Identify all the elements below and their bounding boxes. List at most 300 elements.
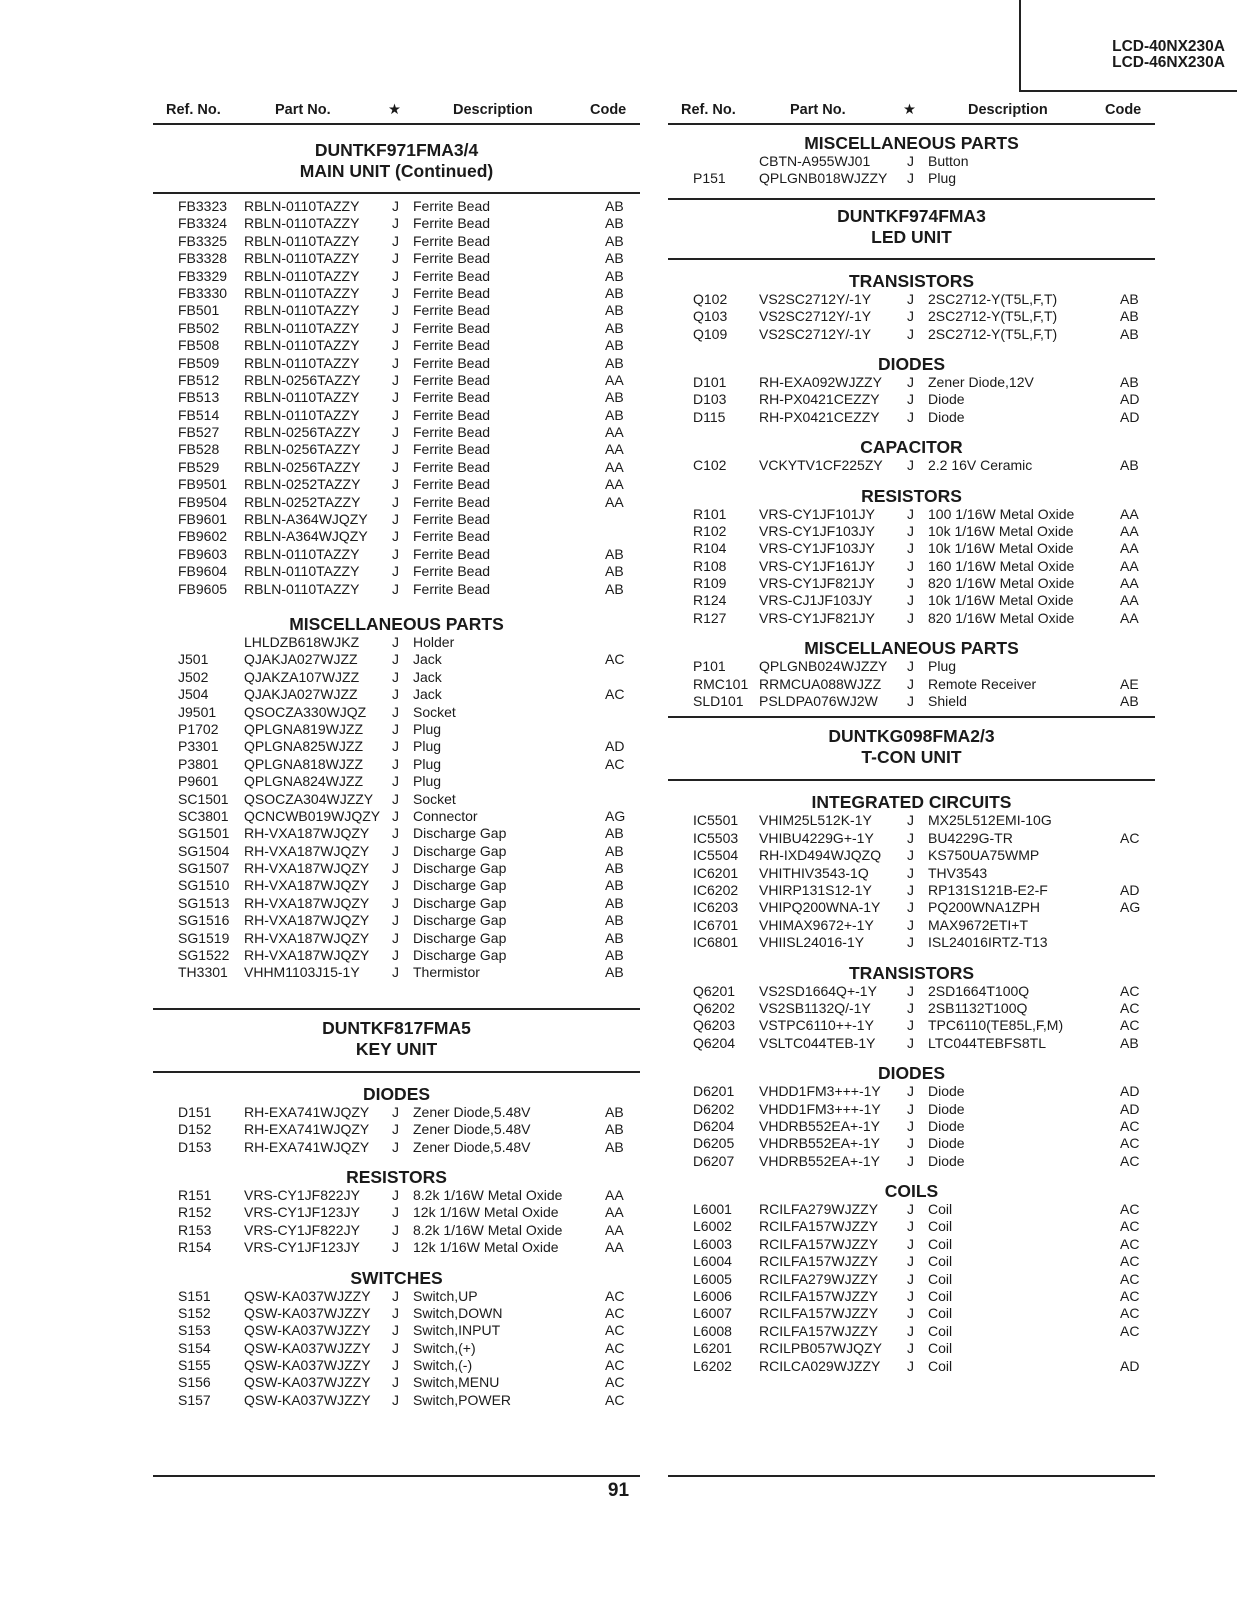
- part-row: [668, 592, 1155, 609]
- description: Discharge Gap: [413, 860, 507, 877]
- part-no: RRMCUA088WJZZ: [759, 675, 882, 692]
- ref-no: FB3328: [178, 250, 228, 267]
- ref-no: Q6203: [693, 1017, 736, 1034]
- part-row: [153, 511, 640, 528]
- ref-no: S152: [178, 1304, 211, 1321]
- part-row: [153, 651, 640, 668]
- code: AA: [605, 1204, 624, 1221]
- parts-list: [668, 291, 1155, 343]
- part-row: [153, 337, 640, 354]
- header-part: Part No.: [790, 102, 846, 118]
- code: AC: [1120, 1305, 1140, 1322]
- description: Discharge Gap: [413, 929, 507, 946]
- rank: J: [907, 1322, 914, 1339]
- description: Ferrite Bead: [413, 232, 491, 249]
- footer-rule-right: [668, 1475, 1155, 1477]
- code: AA: [605, 424, 624, 441]
- part-row: [668, 1017, 1155, 1034]
- part-row: [153, 843, 640, 860]
- rank: J: [392, 319, 399, 336]
- ref-no: S153: [178, 1322, 211, 1339]
- ref-no: D6204: [693, 1117, 735, 1134]
- description: Ferrite Bead: [413, 424, 491, 441]
- part-row: [153, 546, 640, 563]
- ref-no: FB9504: [178, 493, 228, 510]
- part-row: [668, 558, 1155, 575]
- rank: J: [392, 912, 399, 929]
- part-row: [668, 847, 1155, 864]
- ref-no: L6006: [693, 1288, 732, 1305]
- part-no: RCILFA157WJZZY: [759, 1235, 879, 1252]
- rank: J: [392, 302, 399, 319]
- description: TPC6110(TE85L,F,M): [928, 1017, 1064, 1034]
- part-no: RBLN-0252TAZZY: [244, 476, 361, 493]
- description: Zener Diode,5.48V: [413, 1121, 531, 1138]
- rank: J: [392, 493, 399, 510]
- main-unit-parts-list: [153, 198, 640, 598]
- rank: J: [907, 290, 914, 307]
- description: 2SC2712-Y(T5L,F,T): [928, 308, 1058, 325]
- description: RP131S121B-E2-F: [928, 881, 1048, 898]
- part-row: [153, 215, 640, 232]
- unit-name: LED UNIT: [871, 226, 952, 247]
- part-no: QPLGNA819WJZZ: [244, 720, 364, 737]
- part-row: [153, 424, 640, 441]
- part-no: RH-VXA187WJQZY: [244, 877, 370, 894]
- part-row: [153, 930, 640, 947]
- ref-no: R104: [693, 540, 727, 557]
- parts-list: [668, 506, 1155, 628]
- description: Discharge Gap: [413, 947, 507, 964]
- part-no: VRS-CY1JF161JY: [759, 557, 875, 574]
- part-no: RBLN-A364WJQZY: [244, 511, 368, 528]
- part-no: VS2SC2712Y/-1Y: [759, 290, 872, 307]
- rank: J: [907, 592, 914, 609]
- rank: J: [392, 1221, 399, 1238]
- description: Ferrite Bead: [413, 441, 491, 458]
- code: AB: [605, 947, 624, 964]
- rank: J: [907, 505, 914, 522]
- ref-no: D103: [693, 391, 727, 408]
- part-no: QSW-KA037WJZZY: [244, 1339, 371, 1356]
- description: Diode: [928, 391, 965, 408]
- description: 12k 1/16W Metal Oxide: [413, 1239, 559, 1256]
- ref-no: FB3329: [178, 267, 228, 284]
- ref-no: SG1501: [178, 825, 230, 842]
- description: Coil: [928, 1288, 953, 1305]
- ref-no: P151: [693, 170, 726, 187]
- ref-no: D151: [178, 1103, 212, 1120]
- ref-no: D115: [693, 408, 726, 425]
- part-row: [153, 1204, 640, 1221]
- code: AC: [1120, 1218, 1140, 1235]
- rank: J: [907, 982, 914, 999]
- ref-no: L6202: [693, 1357, 732, 1374]
- ref-no: SG1510: [178, 877, 230, 894]
- part-no: VRS-CY1JF123JY: [244, 1239, 360, 1256]
- code: AA: [605, 441, 624, 458]
- ref-no: IC6201: [693, 864, 739, 881]
- part-no: QSOCZA304WJZZY: [244, 790, 374, 807]
- rank: J: [907, 373, 914, 390]
- ref-no: SG1504: [178, 842, 230, 859]
- ref-no: R154: [178, 1239, 212, 1256]
- rank: J: [907, 999, 914, 1016]
- ref-no: SLD101: [693, 693, 744, 710]
- rank: J: [392, 1204, 399, 1221]
- tcon-unit-title-block: [668, 718, 1155, 781]
- description: Diode: [928, 1135, 965, 1152]
- rank: J: [907, 1201, 914, 1218]
- description: Coil: [928, 1270, 953, 1287]
- description: Switch,(-): [413, 1357, 473, 1374]
- code: AC: [1120, 999, 1140, 1016]
- part-row: [153, 581, 640, 598]
- part-row: [668, 1218, 1155, 1235]
- rank: J: [907, 557, 914, 574]
- part-row: [153, 860, 640, 877]
- description: Ferrite Bead: [413, 511, 491, 528]
- part-no: RBLN-0256TAZZY: [244, 371, 361, 388]
- part-no: RBLN-0110TAZZY: [244, 232, 360, 249]
- part-row: [668, 882, 1155, 899]
- rank: J: [392, 284, 399, 301]
- part-row: [153, 947, 640, 964]
- part-no: RBLN-0110TAZZY: [244, 267, 360, 284]
- ref-no: Q6204: [693, 1034, 736, 1051]
- code: AC: [1120, 1201, 1140, 1218]
- ref-no: FB512: [178, 371, 220, 388]
- part-no: QJAKZA107WJZZ: [244, 668, 360, 685]
- code: AD: [605, 738, 625, 755]
- ref-no: FB3324: [178, 215, 228, 232]
- part-row: [153, 494, 640, 511]
- description: Zener Diode,5.48V: [413, 1103, 531, 1120]
- ref-no: FB508: [178, 337, 220, 354]
- rank: J: [907, 1218, 914, 1235]
- code: AB: [1120, 373, 1139, 390]
- code: AA: [1120, 557, 1139, 574]
- code: AA: [1120, 609, 1139, 626]
- ref-no: IC6801: [693, 934, 739, 951]
- rank: J: [392, 860, 399, 877]
- rank: J: [907, 1340, 914, 1357]
- section-title: CAPACITOR: [860, 437, 963, 458]
- part-row: [668, 1101, 1155, 1118]
- code: AD: [1120, 391, 1140, 408]
- rank: J: [392, 232, 399, 249]
- code: AD: [1120, 881, 1140, 898]
- part-row: [668, 1201, 1155, 1218]
- rank: J: [392, 773, 399, 790]
- code: AA: [1120, 522, 1139, 539]
- code: AA: [1120, 540, 1139, 557]
- code: AB: [605, 563, 624, 580]
- ref-no: L6003: [693, 1235, 732, 1252]
- code: AB: [605, 894, 624, 911]
- rank: J: [392, 929, 399, 946]
- code: AC: [605, 1304, 625, 1321]
- unit-code: DUNTKF974FMA3: [837, 205, 986, 226]
- ref-no: R151: [178, 1186, 212, 1203]
- part-row: [668, 658, 1155, 675]
- part-no: VRS-CY1JF103JY: [759, 522, 875, 539]
- part-row: [668, 540, 1155, 557]
- ref-no: IC6203: [693, 899, 739, 916]
- ref-no: FB501: [178, 302, 220, 319]
- ref-no: D6207: [693, 1152, 735, 1169]
- part-row: [153, 912, 640, 929]
- part-row: [153, 407, 640, 424]
- part-no: VHDD1FM3+++-1Y: [759, 1100, 881, 1117]
- unit-name: KEY UNIT: [355, 1038, 438, 1059]
- part-no: VRS-CY1JF123JY: [244, 1204, 360, 1221]
- part-no: RBLN-0110TAZZY: [244, 337, 360, 354]
- part-no: RH-VXA187WJQZY: [244, 842, 370, 859]
- part-row: [153, 459, 640, 476]
- ref-no: IC6202: [693, 881, 739, 898]
- rank: J: [392, 651, 399, 668]
- part-no: RBLN-0110TAZZY: [244, 354, 360, 371]
- code: AC: [605, 1374, 625, 1391]
- rank: J: [907, 829, 914, 846]
- part-no: QSW-KA037WJZZY: [244, 1391, 371, 1408]
- part-no: QPLGNA825WJZZ: [244, 738, 364, 755]
- part-no: RBLN-0110TAZZY: [244, 563, 360, 580]
- code: AA: [1120, 592, 1139, 609]
- ref-no: Q102: [693, 290, 728, 307]
- unit-code: DUNTKF971FMA3/4: [314, 140, 479, 160]
- part-no: RH-VXA187WJQZY: [244, 894, 370, 911]
- part-no: RBLN-0256TAZZY: [244, 441, 361, 458]
- part-no: QSOCZA330WJQZ: [244, 703, 367, 720]
- part-row: [153, 1288, 640, 1305]
- code: AB: [605, 877, 624, 894]
- part-no: RCILCA029WJZZY: [759, 1357, 881, 1374]
- part-row: [668, 506, 1155, 523]
- code: AA: [605, 458, 624, 475]
- description: 8.2k 1/16W Metal Oxide: [413, 1186, 563, 1203]
- ref-no: FB502: [178, 319, 220, 336]
- ref-no: D101: [693, 373, 727, 390]
- description: Plug: [928, 170, 957, 187]
- code: AC: [605, 1391, 625, 1408]
- section-title: RESISTORS: [346, 1166, 447, 1187]
- code: AC: [605, 1357, 625, 1374]
- description: 12k 1/16W Metal Oxide: [413, 1204, 559, 1221]
- part-row: [668, 1305, 1155, 1322]
- description: Coil: [928, 1357, 953, 1374]
- part-no: RBLN-0110TAZZY: [244, 319, 360, 336]
- code: AB: [605, 354, 624, 371]
- part-row: [153, 198, 640, 215]
- part-row: [668, 899, 1155, 916]
- part-no: VCKYTV1CF225ZY: [759, 457, 883, 474]
- part-row: [153, 1392, 640, 1409]
- part-no: PSLDPA076WJ2W: [759, 693, 878, 710]
- description: Ferrite Bead: [413, 337, 491, 354]
- part-no: RBLN-0110TAZZY: [244, 284, 360, 301]
- rank: J: [907, 675, 914, 692]
- part-no: VHDRB552EA+-1Y: [759, 1152, 881, 1169]
- description: 2.2 16V Ceramic: [928, 457, 1033, 474]
- ref-no: FB509: [178, 354, 220, 371]
- code: AB: [605, 284, 624, 301]
- description: Coil: [928, 1305, 953, 1322]
- part-row: [668, 1035, 1155, 1052]
- description: Ferrite Bead: [413, 215, 491, 232]
- ref-no: J502: [178, 668, 209, 685]
- ref-no: Q103: [693, 308, 728, 325]
- part-row: [153, 355, 640, 372]
- header-part: Part No.: [275, 102, 331, 118]
- part-row: [668, 1271, 1155, 1288]
- code: AB: [605, 267, 624, 284]
- code: AD: [1120, 408, 1140, 425]
- parts-list: [668, 457, 1155, 474]
- key-unit-sections: [153, 1085, 640, 1409]
- rank: J: [907, 1017, 914, 1034]
- parts-list: [153, 1187, 640, 1257]
- parts-list: [668, 658, 1155, 710]
- rank: J: [907, 847, 914, 864]
- part-no: VRS-CY1JF822JY: [244, 1186, 360, 1203]
- rank: J: [907, 1152, 914, 1169]
- rank: J: [907, 1270, 914, 1287]
- part-no: QSW-KA037WJZZY: [244, 1374, 371, 1391]
- parts-list: [668, 374, 1155, 426]
- part-row: [153, 1305, 640, 1322]
- rank: J: [392, 563, 399, 580]
- page-number: 91: [607, 1480, 630, 1501]
- code: AB: [605, 319, 624, 336]
- description: Switch,(+): [413, 1339, 476, 1356]
- rank: J: [392, 511, 399, 528]
- description: Diode: [928, 1117, 965, 1134]
- ref-no: L6007: [693, 1305, 732, 1322]
- header-code: Code: [1105, 102, 1142, 118]
- rank: J: [392, 458, 399, 475]
- part-row: [153, 669, 640, 686]
- ref-no: RMC101: [693, 675, 749, 692]
- code: AA: [1120, 575, 1139, 592]
- part-row: [668, 291, 1155, 308]
- code: AC: [1120, 1135, 1140, 1152]
- ref-no: SC3801: [178, 807, 229, 824]
- ref-no: D6201: [693, 1083, 735, 1100]
- rank: J: [907, 153, 914, 169]
- ref-no: J501: [178, 651, 209, 668]
- section-title: SWITCHES: [350, 1267, 443, 1288]
- description: Jack: [413, 651, 442, 668]
- ref-no: FB9501: [178, 476, 228, 493]
- description: Ferrite Bead: [413, 267, 491, 284]
- code: AA: [605, 371, 624, 388]
- part-no: VRS-CY1JF821JY: [759, 575, 875, 592]
- part-no: VRS-CY1JF821JY: [759, 609, 875, 626]
- parts-list: [668, 983, 1155, 1053]
- code: AC: [605, 1287, 625, 1304]
- part-row: [153, 791, 640, 808]
- part-row: [668, 575, 1155, 592]
- part-row: [153, 1139, 640, 1156]
- footer-rule-left: [153, 1475, 640, 1477]
- rank: J: [392, 1322, 399, 1339]
- part-row: [153, 634, 640, 651]
- part-no: VHHM1103J15-1Y: [244, 964, 360, 981]
- model-name-2: LCD-46NX230A: [1112, 54, 1225, 71]
- section-title: MISCELLANEOUS PARTS: [289, 613, 504, 634]
- code: AB: [605, 929, 624, 946]
- rank: J: [392, 738, 399, 755]
- header-description: Description: [453, 102, 533, 118]
- unit-name: T-CON UNIT: [861, 747, 962, 768]
- code: AB: [605, 337, 624, 354]
- description: Ferrite Bead: [413, 493, 491, 510]
- description: Plug: [413, 738, 442, 755]
- part-row: [668, 523, 1155, 540]
- ref-no: FB527: [178, 424, 220, 441]
- part-row: [153, 1222, 640, 1239]
- part-row: [153, 476, 640, 493]
- description: Socket: [413, 790, 456, 807]
- part-no: VHDRB552EA+-1Y: [759, 1117, 881, 1134]
- ref-no: L6001: [693, 1201, 732, 1218]
- ref-no: D6202: [693, 1100, 735, 1117]
- part-row: [153, 1340, 640, 1357]
- part-no: VS2SB1132Q/-1Y: [759, 999, 871, 1016]
- code: AB: [605, 842, 624, 859]
- description: 820 1/16W Metal Oxide: [928, 575, 1075, 592]
- ref-no: IC5503: [693, 829, 739, 846]
- rank: J: [392, 1138, 399, 1155]
- part-row: [153, 721, 640, 738]
- part-no: QSW-KA037WJZZY: [244, 1322, 371, 1339]
- ref-no: S155: [178, 1357, 211, 1374]
- rank: J: [907, 812, 914, 829]
- part-no: VHIMAX9672+-1Y: [759, 916, 874, 933]
- part-row: [153, 1357, 640, 1374]
- code: AB: [605, 860, 624, 877]
- part-no: RH-IXD494WJQZQ: [759, 847, 882, 864]
- ref-no: FB9604: [178, 563, 228, 580]
- part-no: QJAKJA027WJZZ: [244, 686, 358, 703]
- part-no: VHIM25L512K-1Y: [759, 812, 872, 829]
- rank: J: [392, 580, 399, 597]
- part-no: VHIPQ200WNA-1Y: [759, 899, 881, 916]
- ref-no: R127: [693, 609, 727, 626]
- description: Ferrite Bead: [413, 528, 491, 545]
- code: AB: [1120, 308, 1139, 325]
- code: AB: [605, 1121, 624, 1138]
- code: AA: [605, 1221, 624, 1238]
- rank: J: [392, 964, 399, 981]
- part-row: [153, 1239, 640, 1256]
- description: Coil: [928, 1253, 953, 1270]
- description: Coil: [928, 1340, 953, 1357]
- code: AB: [605, 198, 624, 214]
- header-description: Description: [968, 102, 1048, 118]
- rank: J: [392, 1121, 399, 1138]
- ref-no: L6002: [693, 1218, 732, 1235]
- part-no: RBLN-0110TAZZY: [244, 302, 360, 319]
- parts-list: [668, 812, 1155, 951]
- part-no: VHIBU4229G+-1Y: [759, 829, 874, 846]
- description: Ferrite Bead: [413, 458, 491, 475]
- part-no: QPLGNA824WJZZ: [244, 773, 364, 790]
- description: KS750UA75WMP: [928, 847, 1040, 864]
- rank: J: [392, 703, 399, 720]
